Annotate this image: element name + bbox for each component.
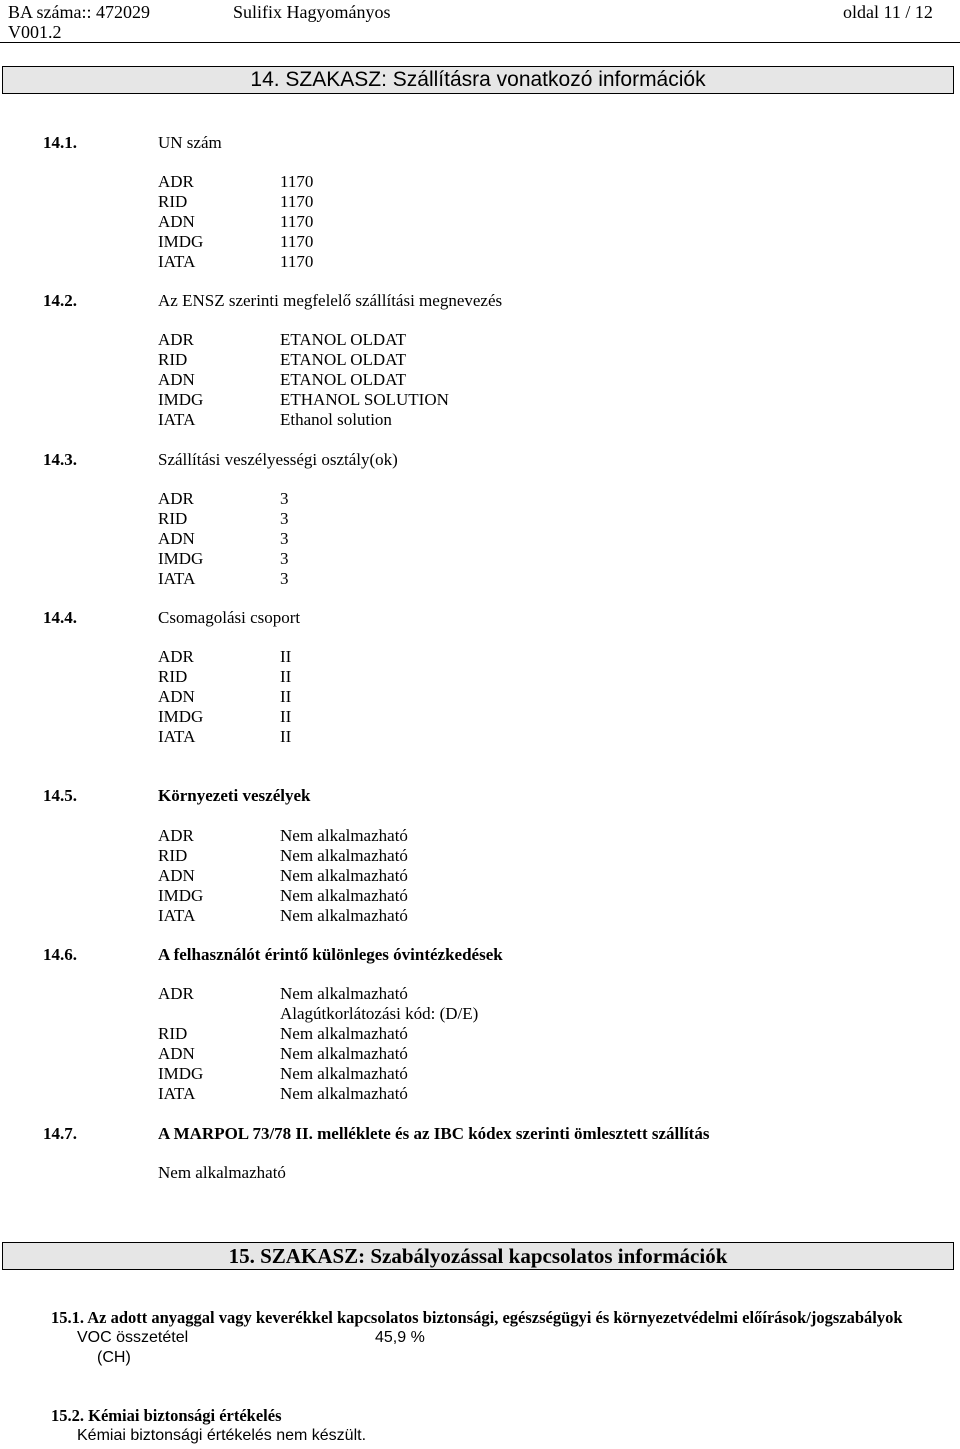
transport-mode-label: ADN [158,370,195,389]
s14-7-title: A MARPOL 73/78 II. melléklete és az IBC kódex szerinti ömlesztett szállítás [158,1124,710,1143]
transport-mode-label: RID [158,350,188,369]
s14-3-title: Szállítási veszélyességi osztály(ok) [158,450,398,469]
transport-mode-label: IATA [158,906,196,925]
transport-mode-value: Nem alkalmazható [280,826,408,845]
s15-1-title: 15.1. Az adott anyaggal vagy keverékkel kapcsolatos biztonsági, egészségügyi és környezetvédelmi előírások/jogszabályok [51,1308,903,1327]
s14-6-title: A felhasználót érintő különleges óvintézkedések [158,945,503,964]
transport-mode-value: 1170 [280,252,314,271]
s14-5-number: 14.5. [43,786,77,805]
transport-mode-value: Nem alkalmazható [280,906,408,925]
transport-mode-label: RID [158,1024,188,1043]
s14-1-number: 14.1. [43,133,77,152]
transport-mode-label: IATA [158,727,196,746]
transport-mode-label: IATA [158,1084,196,1103]
transport-mode-label: ADR [158,172,194,191]
s14-6-adr-label: ADR [158,984,194,1003]
transport-mode-label: ADN [158,866,195,885]
transport-mode-label: ADN [158,1044,195,1063]
s14-1-title: UN szám [158,133,222,152]
transport-mode-value: Ethanol solution [280,410,392,429]
transport-mode-label: IATA [158,252,196,271]
transport-mode-label: ADN [158,529,195,548]
transport-mode-value: 3 [280,549,289,568]
voc-sub: (CH) [97,1349,131,1366]
transport-mode-value: 3 [280,509,289,528]
transport-mode-label: ADR [158,489,194,508]
transport-mode-value: II [280,727,292,746]
s15-2-title: 15.2. Kémiai biztonsági értékelés [51,1406,282,1425]
transport-mode-label: RID [158,846,188,865]
header-divider [0,42,960,43]
transport-mode-value: Nem alkalmazható [280,1064,408,1083]
transport-mode-label: IATA [158,569,196,588]
transport-mode-value: ETHANOL SOLUTION [280,390,449,409]
transport-mode-value: 1170 [280,232,314,251]
transport-mode-value: 1170 [280,212,314,231]
voc-label: VOC összetétel [77,1329,189,1346]
transport-mode-label: ADN [158,212,195,231]
transport-mode-value: ETANOL OLDAT [280,350,406,369]
product-name: Sulifix Hagyományos [233,2,391,22]
s14-7-value: Nem alkalmazható [158,1163,286,1182]
s15-2-text: Kémiai biztonsági értékelés nem készült. [77,1427,367,1444]
page-number: oldal 11 / 12 [843,2,933,22]
s14-2-number: 14.2. [43,291,77,310]
s14-5-title: Környezeti veszélyek [158,786,311,805]
doc-version: V001.2 [8,22,62,42]
transport-mode-value: 3 [280,569,289,588]
transport-mode-value: Nem alkalmazható [280,1044,408,1063]
s14-6-number: 14.6. [43,945,77,964]
s14-6-tunnel-code: Alagútkorlátozási kód: (D/E) [280,1004,479,1023]
transport-mode-value: Nem alkalmazható [280,1084,408,1103]
transport-mode-label: IMDG [158,549,204,568]
transport-mode-label: IMDG [158,886,204,905]
voc-value: 45,9 % [375,1329,425,1346]
transport-mode-value: 3 [280,489,289,508]
transport-mode-value: Nem alkalmazható [280,1024,408,1043]
transport-mode-value: II [280,687,292,706]
s14-2-title: Az ENSZ szerinti megfelelő szállítási megnevezés [158,291,503,310]
section-14-heading: 14. SZAKASZ: Szállításra vonatkozó információk [2,66,954,94]
transport-mode-value: ETANOL OLDAT [280,370,406,389]
transport-mode-value: Nem alkalmazható [280,886,408,905]
s14-6-adr-value: Nem alkalmazható [280,984,408,1003]
transport-mode-value: II [280,667,292,686]
transport-mode-label: IATA [158,410,196,429]
transport-mode-value: 1170 [280,192,314,211]
transport-mode-value: II [280,707,292,726]
transport-mode-label: IMDG [158,390,204,409]
s14-4-title: Csomagolási csoport [158,608,301,627]
transport-mode-value: 3 [280,529,289,548]
transport-mode-value: 1170 [280,172,314,191]
transport-mode-value: Nem alkalmazható [280,846,408,865]
s14-7-number: 14.7. [43,1124,77,1143]
transport-mode-label: RID [158,509,188,528]
section-15-heading: 15. SZAKASZ: Szabályozással kapcsolatos információk [2,1242,954,1270]
s14-4-number: 14.4. [43,608,77,627]
transport-mode-value: ETANOL OLDAT [280,330,406,349]
transport-mode-value: Nem alkalmazható [280,866,408,885]
transport-mode-label: IMDG [158,707,204,726]
transport-mode-value: II [280,647,292,666]
s14-3-number: 14.3. [43,450,77,469]
transport-mode-label: ADR [158,647,194,666]
transport-mode-label: IMDG [158,232,204,251]
transport-mode-label: ADN [158,687,195,706]
transport-mode-label: ADR [158,826,194,845]
transport-mode-label: ADR [158,330,194,349]
transport-mode-label: IMDG [158,1064,204,1083]
doc-number: BA száma:: 472029 [8,2,150,22]
transport-mode-label: RID [158,667,188,686]
transport-mode-label: RID [158,192,188,211]
